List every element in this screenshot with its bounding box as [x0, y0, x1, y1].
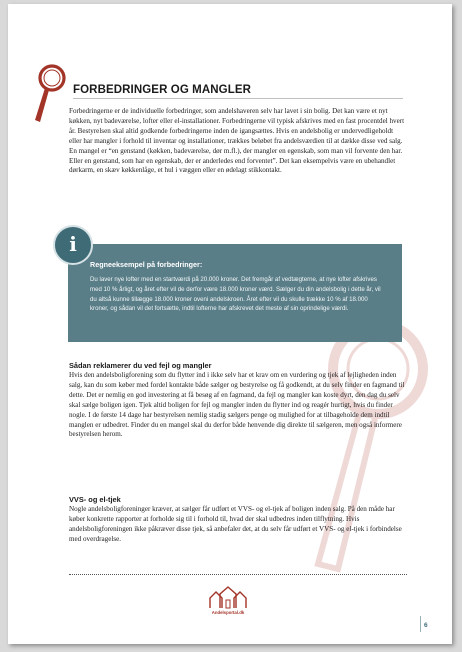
example-text: Du laver nye lofter med en startværdi på 20.000 kroner. Det fremgår af vedtægterne, at nye lofter afskrives med 10 % årligt, og året efter vil de derfor være 18.000 kroner værd. Sælger du din andelsbolig i dette år, vil du altså kunne tillægge 18.000 kroner oveni andelskroen. Året efter vil du skulle trække 10 % af 18.000 kroner, og sådan vil det fortsætte, indtil lofterne har afskrevet det meste af sin oprindelige værdi.: [90, 276, 381, 313]
intro-paragraph: Forbedringerne er de individuelle forbedringer, som andelshaveren selv har lavet i sin bolig. Det kan være et nyt køkken, nyt badeværelse, lofter eller el-installationer. Forbedringerne vil typisk afskrives med en fast procentdel hvert år. Bestyrelsen skal altid godkende forbedringerne inden de igangsættes. Hvis en andelsbolig er undervedligeholdt eller har mangler i forhold til inventar og installationer, trækkes beløbet fra andelsværdien til at dække disse ved salg. En mangel er “en genstand (køkken, badeværelse, dør m.fl.), der mangler en egenskab, som man vil forvente den har. Eller en genstand, som har en egenskab, der er anderledes end forventet”. Det kan eksempelvis være en ubehandlet dørkarm, en skæv køkkenlåge, et hul i væggen eller en ødelagt stikkontakt.: [69, 107, 405, 175]
example-heading: Regneeksempel på forbedringer:: [90, 260, 203, 269]
section-heading-complaints: Sådan reklamerer du ved fejl og mangler: [69, 361, 212, 370]
magnifier-icon: [30, 62, 70, 124]
title-divider: [73, 98, 403, 99]
house-logo-icon: [206, 586, 250, 610]
document-page: [8, 4, 452, 644]
footer-logo-text: Andelsportal.dk: [211, 610, 245, 615]
section-text-vvs: Nogle andelsboligforeninger kræver, at sælger får udført et VVS- og el-tjek af boligen inden salg. På den måde har køber konkrette rapporter at forholde sig til i forhold til, hvad der skal udbedres inden tilflytning. Hvis andelsboligforeningen ikke påkræver disse tjek, så anbefaler det, at du selv får udført et VVS- og el-tjek i forbindelse med overdragelse.: [69, 505, 402, 543]
page-number: 6: [424, 622, 428, 629]
info-icon: i: [53, 225, 93, 265]
section-text-complaints: Hvis den andelsboligforening som du flytter ind i ikke selv har et krav om en vurdering og tjek af lejligheden inden salg, kan du som køber med fordel kontakte både sælger og bestyrelse og få godkendt, at du selv finder en fagmand til dette. Det er nemlig en god investering at få besøg af en fagmand, da fejl og mangler kan koste dyrt, den dag du selv skal sælge boligen igen. Tjek altid boligen for fejl og mangler inden du flytter ind og reagér hurtigt, hvis du finder nogle. I de første 14 dage har bestyrelsen nemlig stadig sælgers penge og mulighed for at tilbageholde dem indtil manglen er udbedret. Finder du en mangel skal du derfor både henvende dig direkte til sælgeren, men også informere bestyrelsen herom.: [69, 371, 405, 439]
section-heading-vvs: VVS- og el-tjek: [69, 495, 121, 504]
footer-divider: [69, 574, 407, 575]
example-box: [68, 244, 402, 342]
page-title: FORBEDRINGER OG MANGLER: [73, 84, 251, 96]
